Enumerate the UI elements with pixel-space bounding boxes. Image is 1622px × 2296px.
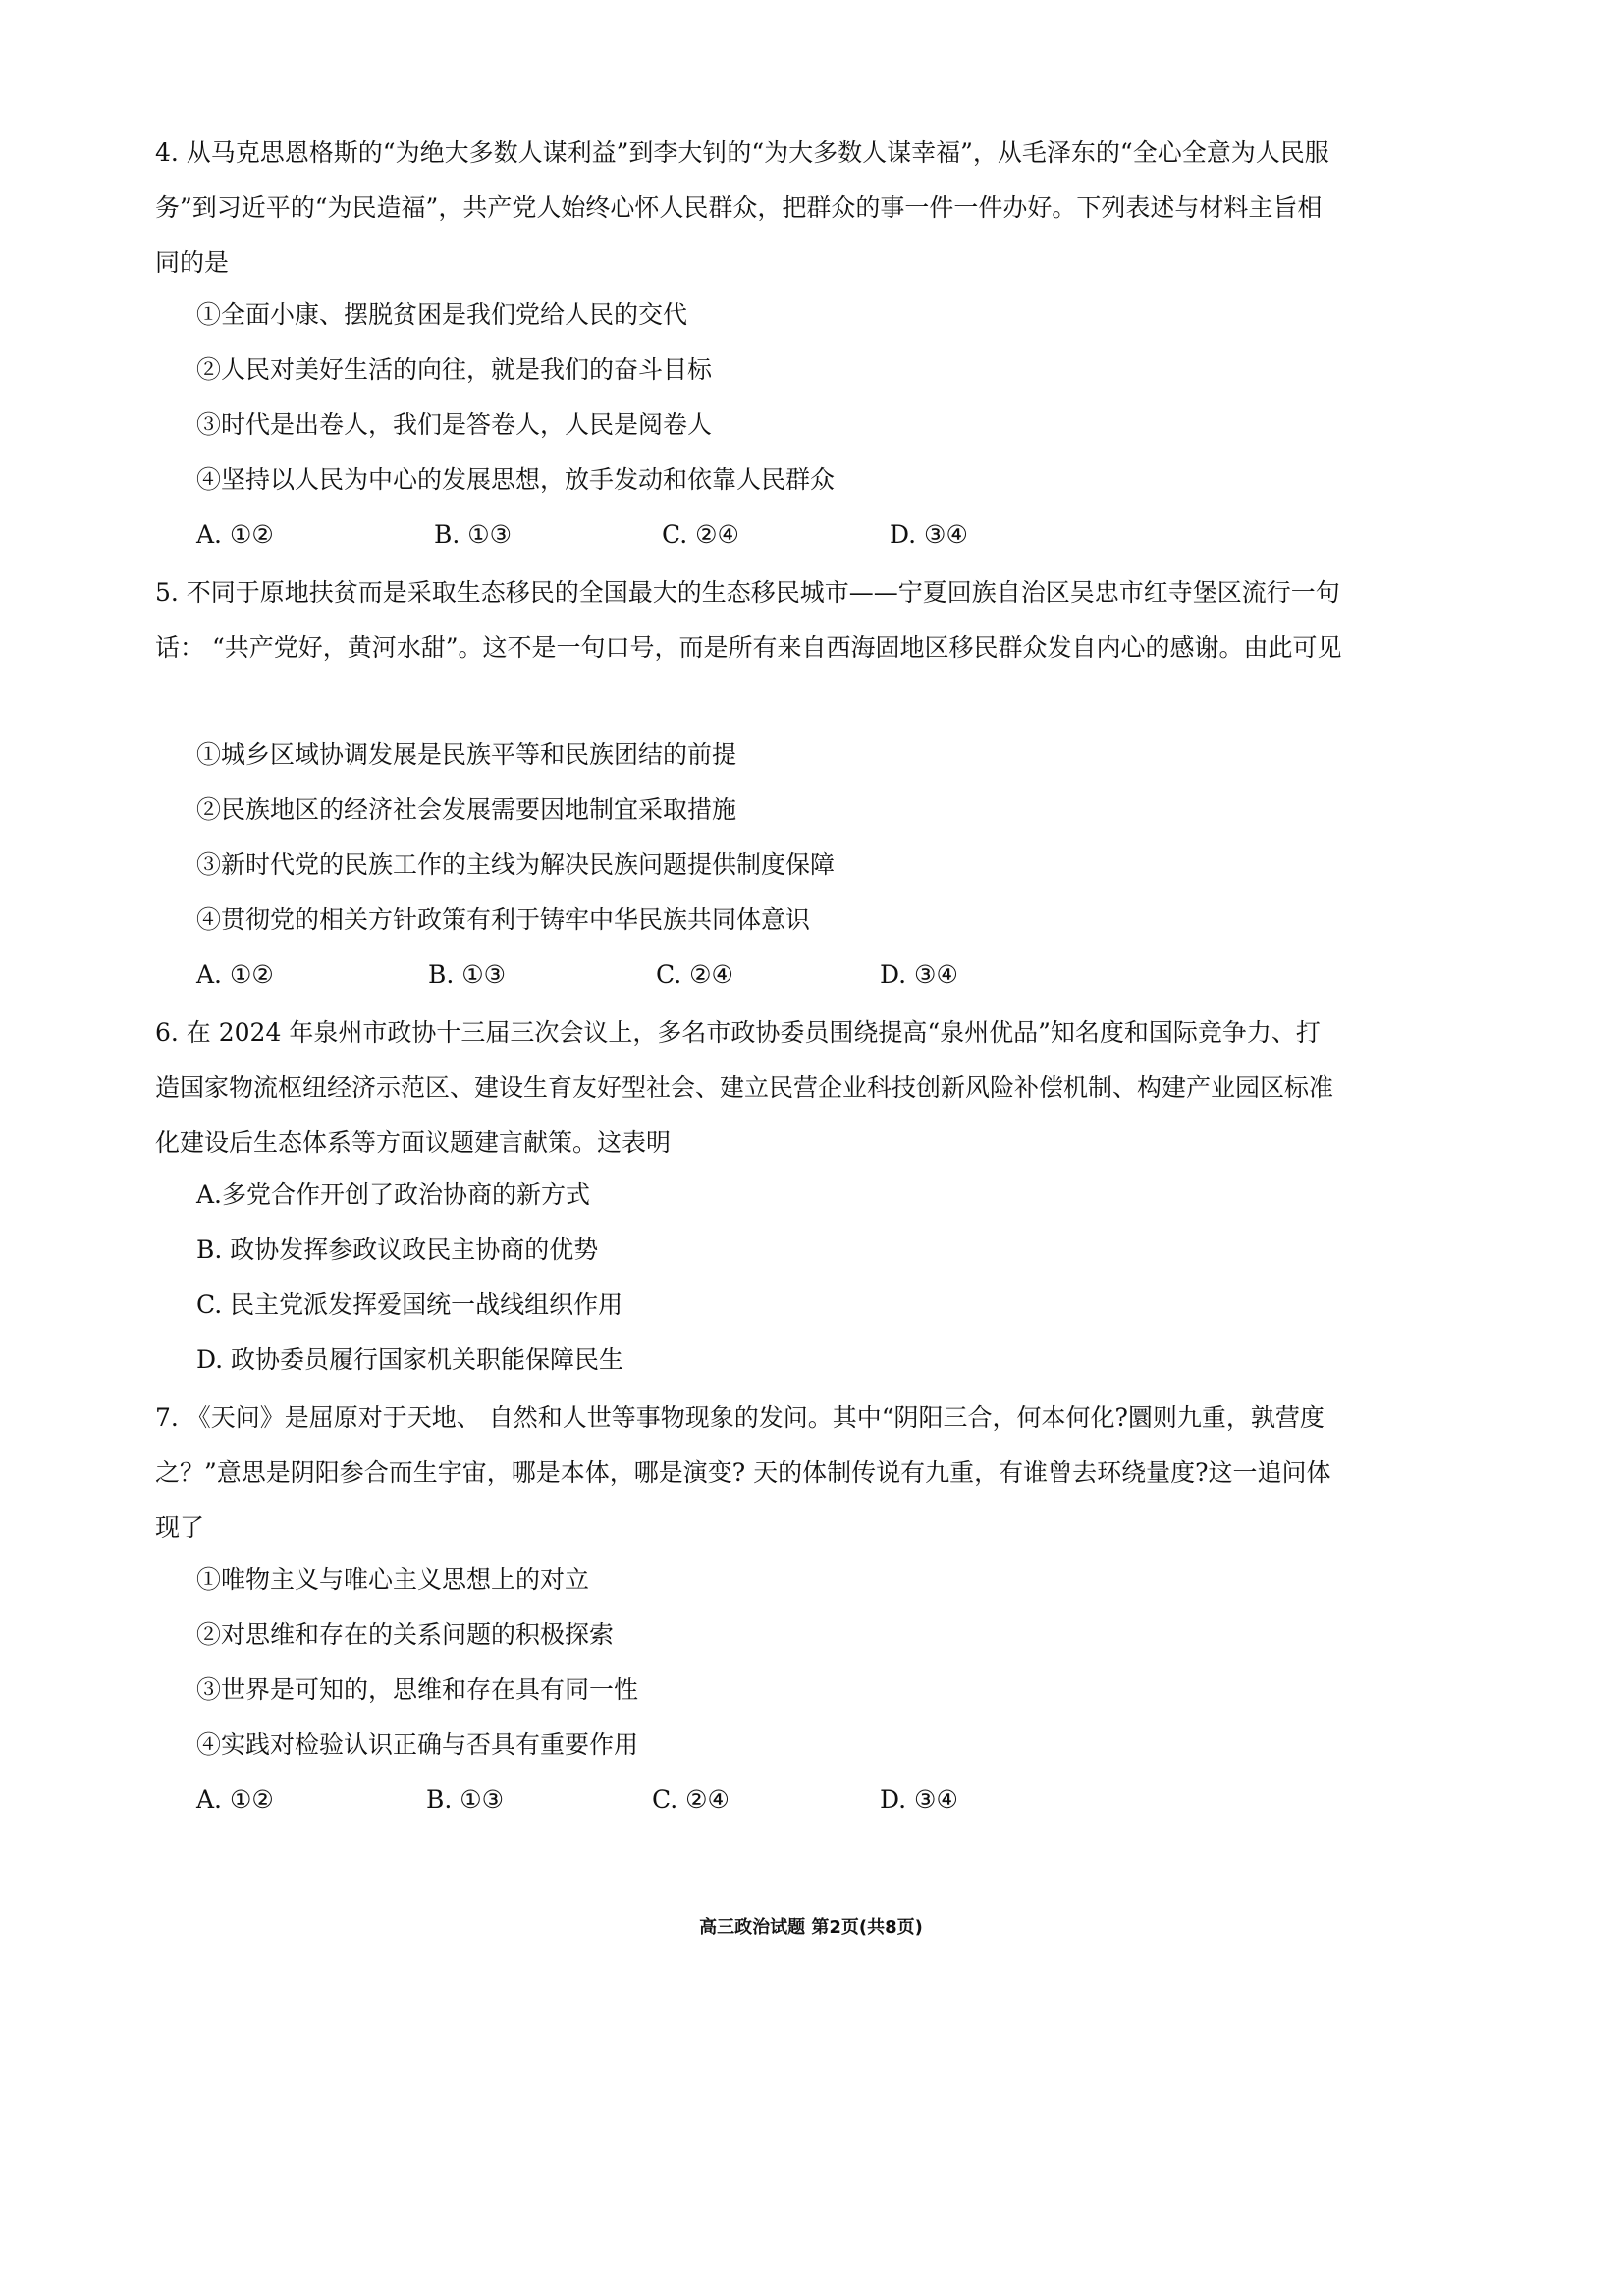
choice-c: C. ②④	[656, 960, 733, 989]
page-footer: 高三政治试题 第2页(共8页)	[699, 1917, 923, 1938]
question-6-option-c: C. 民主党派发挥爱国统一战线组织作用	[196, 1290, 623, 1319]
question-7-statement-4: ④实践对检验认识正确与否具有重要作用	[196, 1730, 639, 1759]
question-6-option-a: A.多党合作开创了政治协商的新方式	[196, 1180, 591, 1209]
question-6-stem	[155, 1006, 1343, 1171]
choice-c: C. ②④	[652, 1785, 730, 1814]
choice-a: A. ①②	[196, 520, 274, 549]
question-text: 7. 《天问》是屈原对于天地、 自然和人世等事物现象的发问。其中“阴阳三合，何本何化?圜则九重，孰营度之？”意思是阴阳参合而生宇宙，哪是本体，哪是演变? 天的体制传说有九重，有谁曾去环绕量度?这一追问体现了	[155, 1403, 1331, 1542]
question-5-statement-1: ①城乡区域协调发展是民族平等和民族团结的前提	[196, 740, 737, 769]
question-5-stem	[155, 566, 1343, 676]
question-7-statement-2: ②对思维和存在的关系问题的积极探索	[196, 1620, 615, 1649]
question-5-statement-2: ②民族地区的经济社会发展需要因地制宜采取措施	[196, 795, 737, 824]
question-6-option-b: B. 政协发挥参政议政民主协商的优势	[196, 1235, 599, 1264]
question-4-stem	[155, 126, 1343, 291]
question-7-statement-1: ①唯物主义与唯心主义思想上的对立	[196, 1565, 590, 1594]
question-text: 6. 在 2024 年泉州市政协十三届三次会议上，多名市政协委员围绕提高“泉州优品”知名度和国际竞争力、打造国家物流枢纽经济示范区、建设生育友好型社会、建立民营企业科技创新风险补偿机制、构建产业园区标准化建设后生态体系等方面议题建言献策。这表明	[155, 1018, 1334, 1157]
choice-b: B. ①③	[434, 520, 513, 549]
choice-a: A. ①②	[196, 1785, 274, 1814]
choice-a: A. ①②	[196, 960, 274, 989]
choice-d: D. ③④	[880, 960, 958, 989]
question-6-option-d: D. 政协委员履行国家机关职能保障民生	[196, 1345, 624, 1374]
question-7-stem	[155, 1391, 1343, 1556]
choice-b: B. ①③	[428, 960, 507, 989]
choice-b: B. ①③	[426, 1785, 505, 1814]
question-text: 5. 不同于原地扶贫而是采取生态移民的全国最大的生态移民城市——宁夏回族自治区吴忠市红寺堡区流行一句话： “共产党好，黄河水甜”。这不是一句口号，而是所有来自西海固地区移民群众发自内心的感谢。由此可见	[155, 578, 1342, 662]
question-7-statement-3: ③世界是可知的，思维和存在具有同一性	[196, 1675, 639, 1704]
question-4-statement-2: ②人民对美好生活的向往，就是我们的奋斗目标	[196, 355, 713, 384]
question-4-statement-4: ④坚持以人民为中心的发展思想，放手发动和依靠人民群众	[196, 465, 836, 494]
choice-d: D. ③④	[890, 520, 968, 549]
choice-c: C. ②④	[662, 520, 739, 549]
choice-d: D. ③④	[880, 1785, 958, 1814]
question-4-statement-3: ③时代是出卷人，我们是答卷人，人民是阅卷人	[196, 410, 713, 439]
question-5-statement-3: ③新时代党的民族工作的主线为解决民族问题提供制度保障	[196, 850, 836, 879]
question-text: 4. 从马克思恩格斯的“为绝大多数人谋利益”到李大钊的“为大多数人谋幸福”，从毛泽东的“全心全意为人民服务”到习近平的“为民造福”，共产党人始终心怀人民群众，把群众的事一件一件办好。下列表述与材料主旨相同的是	[155, 138, 1329, 277]
question-5-statement-4: ④贯彻党的相关方针政策有利于铸牢中华民族共同体意识	[196, 905, 811, 934]
question-4-statement-1: ①全面小康、摆脱贫困是我们党给人民的交代	[196, 301, 688, 329]
